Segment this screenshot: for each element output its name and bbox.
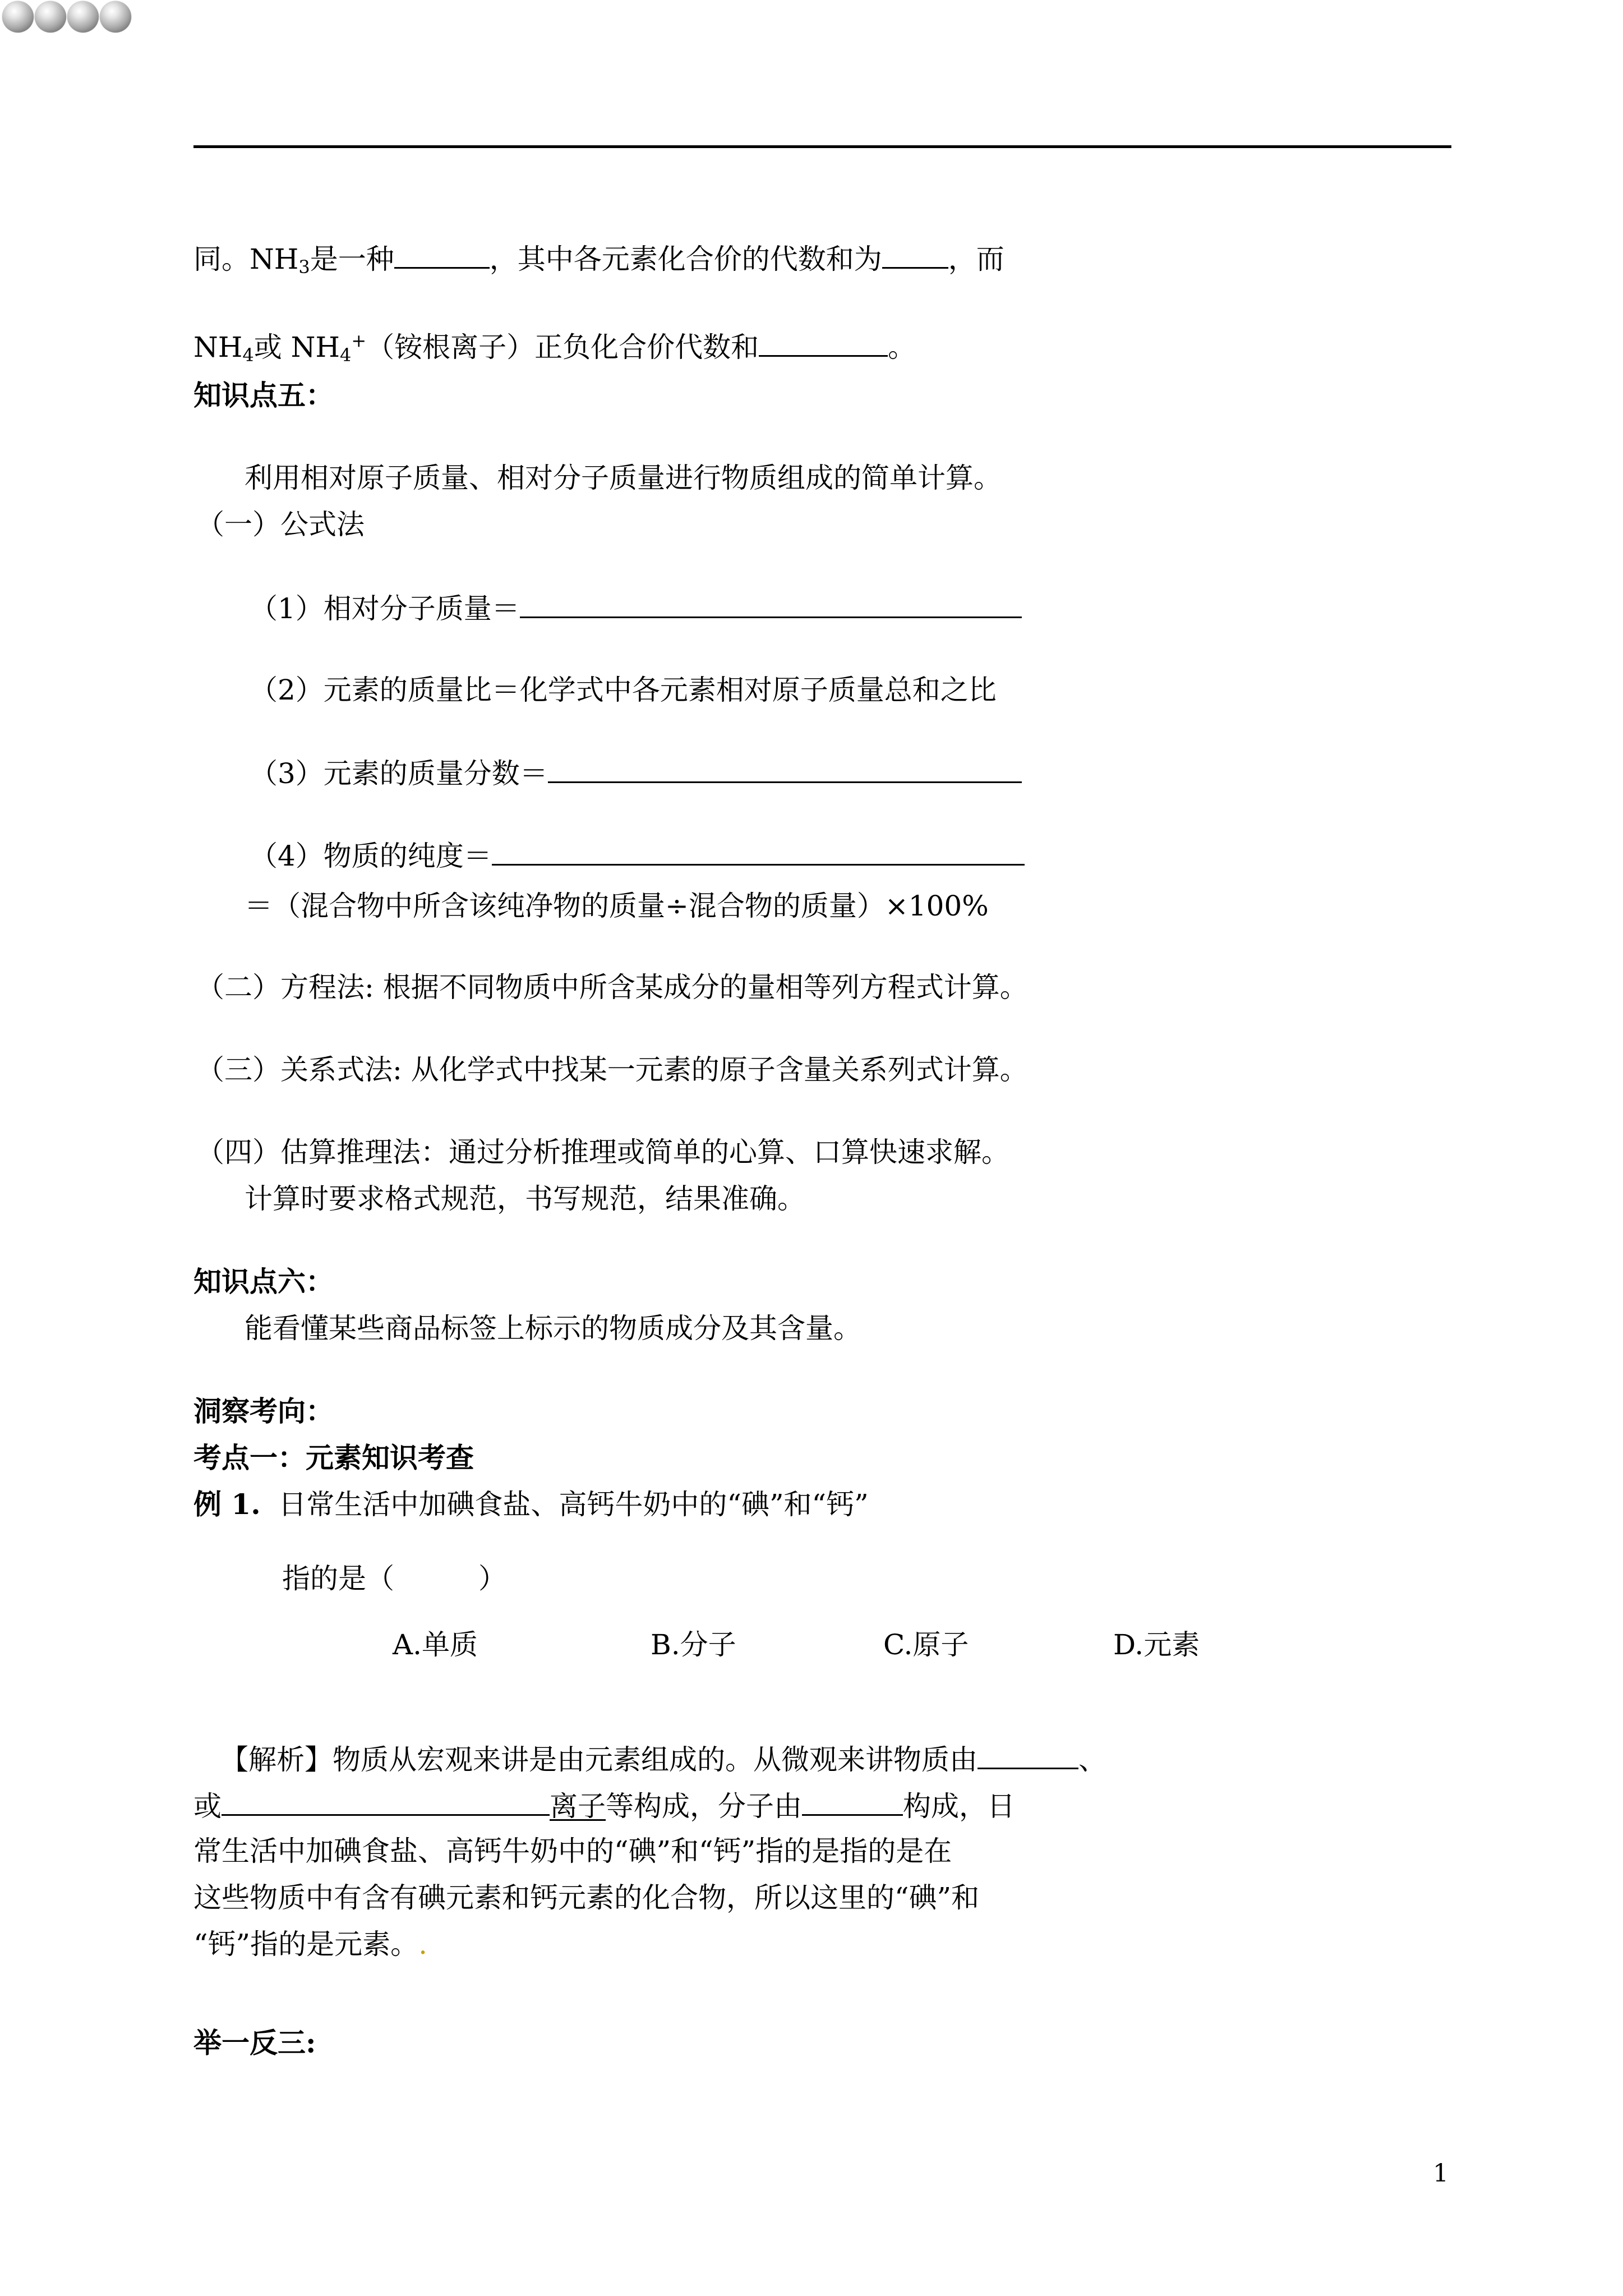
text: （1）相对分子质量＝	[250, 592, 520, 625]
knowledge-point-5-title: 知识点五：	[193, 379, 334, 412]
logo-ball	[67, 1, 99, 33]
option-d: D.元素	[1113, 1628, 1200, 1661]
text: 或	[193, 1790, 222, 1823]
analysis-line-5	[193, 1927, 427, 1961]
text: 、	[1078, 1743, 1106, 1776]
method-2: （二）方程法: 根据不同物质中所含某成分的量相等列方程式计算。	[196, 971, 1028, 1004]
logo-ball	[35, 1, 66, 33]
answer-blank	[520, 591, 1022, 618]
knowledge-point-6-title: 知识点六：	[193, 1265, 334, 1298]
text: 同。NH	[193, 243, 299, 275]
logo-ball	[100, 1, 131, 33]
answer-blank	[492, 838, 1025, 866]
page-number: 1	[1433, 2159, 1449, 2188]
text: 等构成，分子由	[606, 1790, 802, 1823]
logo-ball	[2, 1, 34, 33]
text: （3）元素的质量分数＝	[250, 757, 548, 790]
text: 或 NH	[253, 331, 340, 364]
practice-title: 举一反三:	[193, 2026, 316, 2059]
text: “钙”指的是元素。	[193, 1928, 419, 1961]
superscript: +	[351, 330, 367, 351]
knowledge-point-5-intro: 利用相对原子质量、相对分子质量进行物质组成的简单计算。	[245, 462, 1002, 494]
option-b: B.分子	[651, 1628, 736, 1661]
subscript: 4	[339, 344, 352, 366]
subscript: 3	[298, 256, 310, 278]
yellow-dot: .	[418, 1928, 428, 1961]
text: 【解析】物质从宏观来讲是由元素组成的。从微观来讲物质由	[220, 1743, 978, 1776]
analysis-line-1	[220, 1742, 1106, 1777]
example-1	[193, 1488, 869, 1521]
analysis-line-2	[193, 1788, 1015, 1823]
formula-4	[250, 838, 1025, 873]
subscript: 4	[242, 344, 254, 366]
analysis-line-4: 这些物质中有含有碘元素和钙元素的化合物，所以这里的“碘”和	[193, 1881, 980, 1914]
text: （铵根离子）正负化合价代数和	[366, 331, 759, 364]
text: NH	[193, 331, 243, 364]
valence-line-1	[193, 241, 1004, 284]
answer-blank	[394, 241, 490, 269]
text: （4）物质的纯度＝	[250, 840, 492, 872]
insight-title: 洞察考向：	[193, 1395, 334, 1428]
method-1-title: （一）公式法	[196, 508, 365, 541]
formula-3	[250, 756, 1022, 790]
formula-4-explanation: ＝（混合物中所含该纯净物的质量÷混合物的质量）×100%	[245, 890, 989, 922]
calculation-note: 计算时要求格式规范，书写规范，结果准确。	[245, 1182, 805, 1215]
option-a: A.单质	[393, 1628, 478, 1661]
answer-blank	[548, 756, 1022, 783]
method-4: （四）估算推理法：通过分析推理或简单的心算、口算快速求解。	[196, 1136, 1009, 1168]
answer-blank	[759, 329, 888, 357]
answer-blank	[978, 1742, 1078, 1769]
formula-2: （2）元素的质量比＝化学式中各元素相对原子质量总和之比	[250, 674, 997, 706]
text: ，其中各元素化合价的代数和为	[489, 243, 882, 275]
text: ，而	[948, 243, 1004, 275]
answer-blank	[882, 241, 948, 269]
example-label: 例 1.	[193, 1488, 261, 1521]
formula-1	[250, 591, 1022, 625]
test-point-1-title: 考点一：元素知识考查	[193, 1441, 474, 1474]
method-3: （三）关系式法: 从化学式中找某一元素的原子含量关系列式计算。	[196, 1053, 1028, 1086]
example-1-question: 指的是（ ）	[282, 1562, 506, 1595]
option-c: C.原子	[883, 1628, 969, 1661]
knowledge-point-6-text: 能看懂某些商品标签上标示的物质成分及其含量。	[245, 1312, 861, 1345]
answer-blank	[802, 1788, 903, 1816]
analysis-line-3: 常生活中加碘食盐、高钙牛奶中的“碘”和“钙”指的是指的是在	[193, 1835, 952, 1867]
valence-line-2	[193, 324, 916, 372]
answer-blank	[222, 1788, 550, 1816]
text: 。	[888, 331, 916, 364]
text: 构成，日	[903, 1790, 1015, 1823]
underlined-answer: 离子	[550, 1790, 606, 1823]
text: 是一种	[310, 243, 394, 275]
logo	[2, 1, 131, 35]
header-rule	[193, 145, 1451, 148]
example-text: 日常生活中加碘食盐、高钙牛奶中的“碘”和“钙”	[278, 1488, 869, 1521]
